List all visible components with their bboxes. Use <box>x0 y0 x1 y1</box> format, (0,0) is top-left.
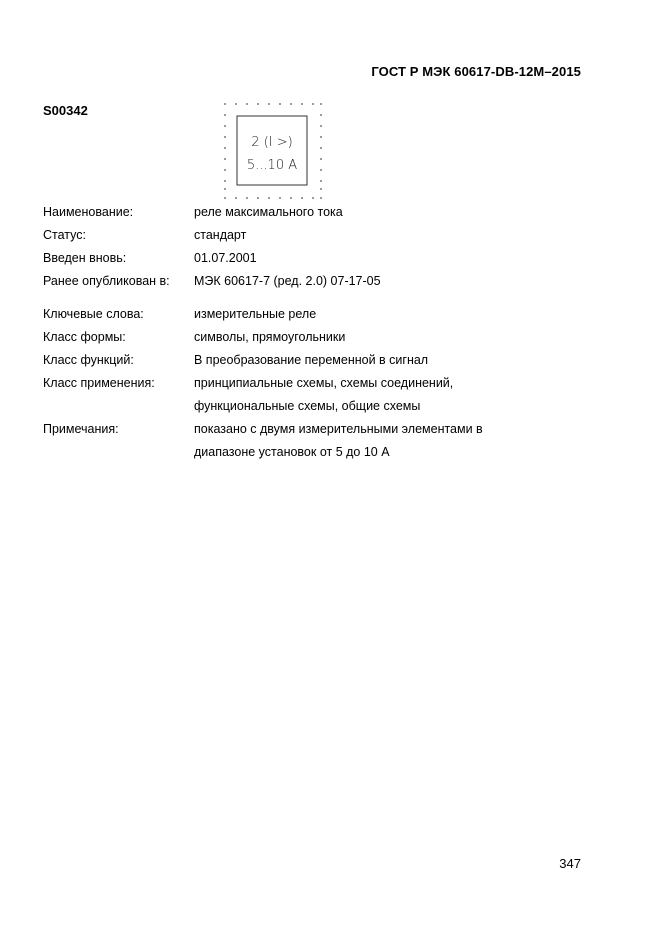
relay-symbol-line1: 2 (I >) <box>251 135 293 150</box>
grid-dots-left <box>224 114 226 190</box>
field-value: В преобразование переменной в сигнал <box>194 353 429 367</box>
relay-box <box>237 116 307 185</box>
symbol-code: S00342 <box>43 103 88 118</box>
field-value: МЭК 60617-7 (ред. 2.0) 07-17-05 <box>194 274 381 288</box>
field-value: 01.07.2001 <box>194 251 257 265</box>
field-value: принципиальные схемы, схемы соединений, <box>194 376 454 390</box>
relay-symbol-graphic <box>222 101 326 201</box>
field-label: Класс функций: <box>43 353 134 367</box>
field-value: диапазоне установок от 5 до 10 А <box>194 445 390 459</box>
field-value: измерительные реле <box>194 307 317 321</box>
field-label: Ранее опубликован в: <box>43 274 170 288</box>
field-label: Введен вновь: <box>43 251 127 265</box>
field-value: символы, прямоугольники <box>194 330 346 344</box>
field-value: стандарт <box>194 228 247 242</box>
field-value: функциональные схемы, общие схемы <box>194 399 421 413</box>
field-label: Ключевые слова: <box>43 307 144 321</box>
field-label: Наименование: <box>43 205 134 219</box>
field-value: показано с двумя измерительными элементами в <box>194 422 483 436</box>
grid-dots-right <box>320 114 322 190</box>
field-label: Класс применения: <box>43 376 155 390</box>
relay-symbol-line2: 5...10 A <box>246 158 298 173</box>
field-value: реле максимального тока <box>194 205 343 219</box>
field-label: Примечания: <box>43 422 119 436</box>
grid-dots-bottom <box>224 197 322 199</box>
field-label: Статус: <box>43 228 86 242</box>
field-label: Класс формы: <box>43 330 126 344</box>
grid-dots-top <box>224 103 322 105</box>
document-header: ГОСТ Р МЭК 60617-DB-12M–2015 <box>371 64 581 79</box>
page-number: 347 <box>559 856 581 871</box>
